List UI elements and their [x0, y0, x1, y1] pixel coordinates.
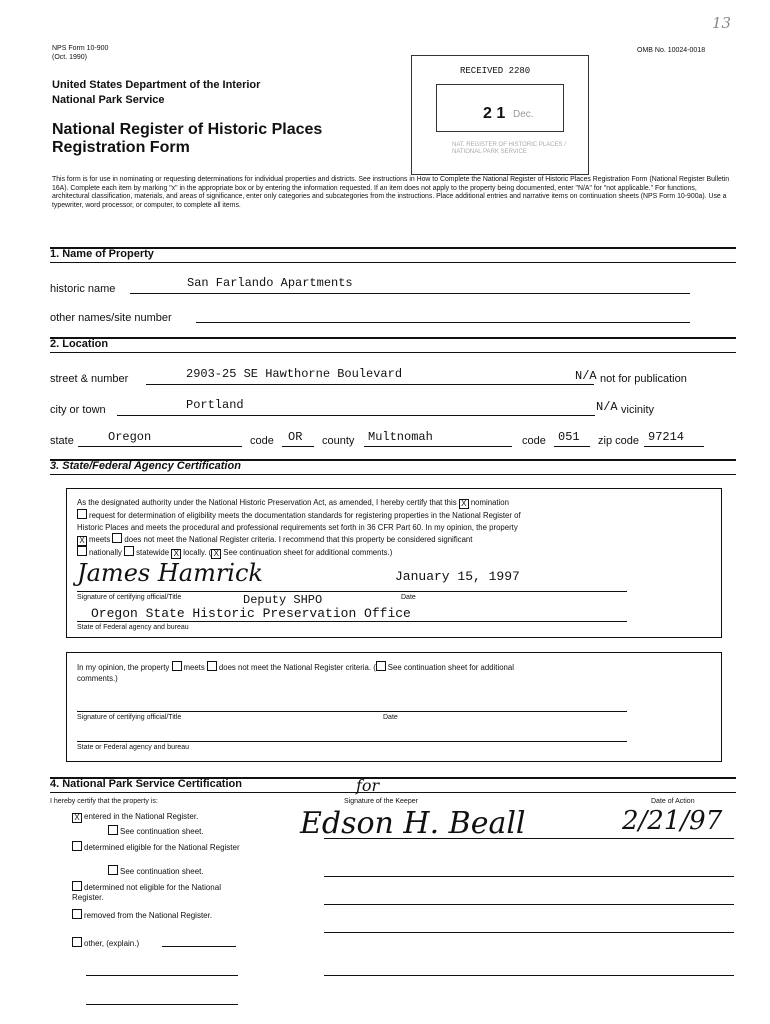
signature-label: Signature of certifying official/Title [77, 594, 182, 601]
for-mark: for [356, 776, 380, 795]
stamp-smudge: NAT. REGISTER OF HISTORIC PLACES / NATIONAL PARK SERVICE [452, 142, 566, 155]
historic-name-value: San Farlando Apartments [187, 276, 353, 290]
option-eligible-continuation-checkbox[interactable] [108, 865, 118, 875]
cert-meets-label: meets [89, 535, 111, 544]
received-stamp [411, 55, 589, 175]
section4-heading: 4. National Park Service Certification [50, 778, 242, 790]
option-removed[interactable] [72, 909, 242, 921]
other-names-field[interactable] [196, 308, 690, 323]
city-label: city or town [50, 404, 106, 416]
keeper-signature: Edson H. Beall [300, 806, 526, 841]
does-not-meet-checkbox[interactable] [112, 533, 122, 543]
section1-bottom-rule [50, 262, 736, 263]
date2-label: Date [383, 714, 398, 721]
agency-line [77, 621, 627, 622]
cert-statewide-label: statewide [136, 548, 170, 557]
cert-nationally-label: nationally [89, 548, 122, 557]
city-value: Portland [186, 398, 244, 412]
option-not-eligible[interactable] [72, 881, 242, 903]
see-continuation-checkbox[interactable]: X [211, 549, 221, 559]
agency2-label: State or Federal agency and bureau [77, 744, 190, 751]
form-title-line1: National Register of Historic Places [52, 121, 323, 138]
option-eligible[interactable] [72, 841, 242, 853]
street-field[interactable] [146, 367, 594, 385]
action-label: Date of Action [651, 798, 695, 805]
code-field[interactable] [282, 430, 314, 447]
option-other-checkbox[interactable] [72, 937, 82, 947]
zip-field[interactable] [644, 430, 704, 447]
county-field[interactable] [364, 430, 512, 447]
state-label: state [50, 435, 74, 447]
other-explain-line[interactable] [162, 946, 236, 947]
extra-line-3[interactable] [86, 1004, 238, 1005]
opinion-meets-checkbox[interactable] [172, 661, 182, 671]
state-signature: James Hamrick [77, 559, 263, 587]
section2-bottom-rule [50, 352, 736, 353]
agency2-line[interactable] [77, 741, 627, 742]
other-names-label: other names/site number [50, 312, 172, 324]
sig2-line[interactable] [77, 711, 627, 712]
option-not-eligible-checkbox[interactable] [72, 881, 82, 891]
code2-value: 051 [558, 430, 580, 444]
nfp-mark: N/A [575, 369, 597, 383]
cert-see-label: See continuation sheet for additional comments.) [223, 548, 393, 557]
stamp-inner-box [436, 84, 564, 132]
option-entered-checkbox[interactable]: X [72, 813, 82, 823]
keeper-line[interactable] [324, 838, 734, 839]
option-entered-continuation[interactable] [108, 825, 204, 837]
form-title-line2: Registration Form [52, 139, 190, 156]
zip-value: 97214 [648, 430, 685, 444]
option-removed-checkbox[interactable] [72, 909, 82, 919]
option-entered[interactable] [72, 812, 198, 823]
street-label: street & number [50, 373, 129, 385]
meets-checkbox[interactable]: X [77, 536, 87, 546]
opinion-box [66, 652, 722, 762]
signature-date-value: January 15, 1997 [395, 569, 520, 584]
county-value: Multnomah [368, 430, 433, 444]
city-field[interactable] [117, 398, 595, 416]
cert-nomination-label: nomination [470, 498, 509, 507]
hereby-text: I hereby certify that the property is: [50, 798, 158, 805]
state-field[interactable] [78, 430, 242, 447]
sig2-label: Signature of certifying official/Title [77, 714, 182, 721]
signature-line [77, 591, 627, 592]
stamp-month: Dec. [513, 109, 534, 120]
section2-top-rule [50, 337, 736, 339]
historic-name-field[interactable] [130, 276, 690, 294]
option-entered-label: entered in the National Register. [84, 812, 199, 821]
opinion-see-checkbox[interactable] [376, 661, 386, 671]
code-value: OR [288, 430, 303, 444]
section3-heading: 3. State/Federal Agency Certification [50, 460, 241, 472]
vicinity-mark: N/A [596, 400, 618, 414]
opinion-line2: comments.) [77, 674, 118, 683]
historic-name-label: historic name [50, 283, 116, 295]
keeper-label: Signature of the Keeper [344, 798, 418, 805]
opinion-does-not-meet-checkbox[interactable] [207, 661, 217, 671]
zip-label: zip code [598, 435, 639, 447]
state-cert-box [66, 488, 722, 638]
option-eligible-label: determined eligible for the National Register [84, 843, 240, 852]
option-other-label: other, (explain.) [84, 939, 140, 948]
form-title [52, 121, 322, 157]
signature-title-value: Deputy SHPO [243, 593, 323, 607]
opinion-meets-label: meets [183, 663, 205, 672]
code2-field[interactable] [554, 430, 590, 447]
option-eligible-checkbox[interactable] [72, 841, 82, 851]
cert-locally-label: locally. ( [183, 548, 212, 557]
omb-number: OMB No. 10024-0018 [637, 47, 706, 54]
street-value: 2903-25 SE Hawthorne Boulevard [186, 367, 403, 381]
service: National Park Service [52, 94, 165, 106]
instructions: This form is for use in nominating or requesting determinations for individual properties and districts. See instructions in How to Complete the National Register of Historic Places Registration Form (National Register Bulletin 16A). Complete each item by marking "x" in the appropriate box or by entering the information requested. If an item does not apply to the property being documented, enter "N/A" for "not applicable." For functions, architectural classification, materials, and areas of significance, enter only categories and subcategories from the instructions. Place additional entries and narrative items on continuation sheets (NPS Form 10-900a). Use a typewriter, word processor, or computer, to complete all items. [52, 176, 730, 209]
action-date-value: 2/21/97 [622, 806, 723, 836]
agency-value: Oregon State Historic Preservation Office [91, 606, 411, 621]
nfp-label: not for publication [600, 373, 687, 385]
section2-heading: 2. Location [50, 338, 109, 350]
code2-label: code [522, 435, 546, 447]
option-eligible-continuation-label: See continuation sheet. [120, 867, 204, 876]
eligible-line[interactable] [324, 876, 734, 877]
removed-line[interactable] [324, 932, 734, 933]
form-number: NPS Form 10-900 [52, 45, 109, 52]
agency-label: State of Federal agency and bureau [77, 624, 189, 631]
option-removed-label: removed from the National Register. [84, 911, 213, 920]
opinion-line1: In my opinion, the property [77, 663, 170, 672]
state-value: Oregon [108, 430, 152, 444]
stamp-received: RECEIVED 2280 [460, 66, 531, 76]
statewide-checkbox[interactable] [124, 546, 134, 556]
locally-checkbox[interactable]: X [171, 549, 181, 559]
option-eligible-continuation[interactable] [108, 865, 204, 877]
option-other[interactable] [72, 937, 139, 949]
extra-line-2[interactable] [324, 975, 734, 976]
form-date: (Oct. 1990) [52, 54, 88, 61]
not-eligible-line[interactable] [324, 904, 734, 905]
request-checkbox[interactable] [77, 509, 87, 519]
nationally-checkbox[interactable] [77, 546, 87, 556]
nomination-checkbox[interactable]: X [459, 499, 469, 509]
department: United States Department of the Interior [52, 79, 261, 91]
stamp-day: 2 1 [483, 105, 506, 122]
opinion-doesnot-label: does not meet the National Register criteria. ( [218, 663, 376, 672]
section3-bottom-rule [50, 474, 736, 475]
cert-line2: request for determination of eligibility meets the documentation standards for registering properties in the National Register of [89, 511, 521, 520]
option-not-eligible-label: determined not eligible for the National Register. [72, 883, 221, 902]
option-entered-continuation-checkbox[interactable] [108, 825, 118, 835]
section4-bottom-rule [50, 792, 736, 793]
cert-line1: As the designated authority under the National Historic Preservation Act, as amended, I hereby certify that this [77, 498, 457, 507]
date-label: Date [401, 594, 416, 601]
code-label: code [250, 435, 274, 447]
opinion-see-label: See continuation sheet for additional [387, 663, 514, 672]
cert-line3: Historic Places and meets the procedural and professional requirements set forth in 36 CFR Part 60. In my opinion, the property [77, 522, 518, 532]
extra-line-1[interactable] [86, 975, 238, 976]
state-cert-text [77, 497, 713, 559]
cert-line4: does not meet the National Register criteria. I recommend that this property be considered significant [124, 535, 473, 544]
opinion-text [77, 661, 713, 684]
corner-mark: 13 [712, 14, 732, 32]
vicinity-label: vicinity [621, 404, 655, 416]
section1-heading: 1. Name of Property [50, 248, 154, 260]
county-label: county [322, 435, 355, 447]
option-entered-continuation-label: See continuation sheet. [120, 827, 204, 836]
